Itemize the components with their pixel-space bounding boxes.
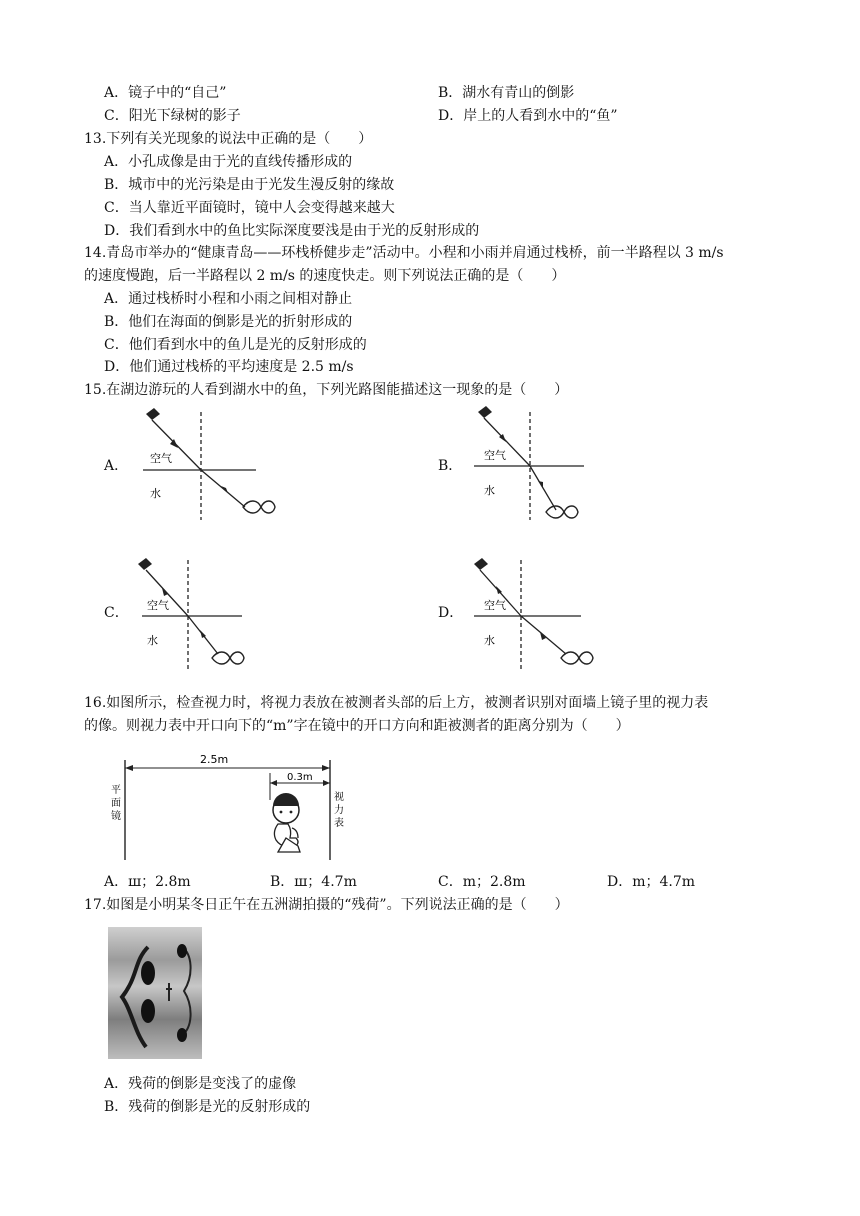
q15-stem: 15.在湖边游玩的人看到湖水中的鱼，下列光路图能描述这一现象的是（ ）	[84, 382, 569, 398]
q17-option-b: B．残荷的倒影是光的反射形成的	[104, 1099, 311, 1115]
q13-option-d: D．我们看到水中的鱼比实际深度要浅是由于光的反射形成的	[104, 223, 480, 239]
q13-stem: 13.下列有关光现象的说法中正确的是（ ）	[84, 131, 373, 147]
mirror-label-char: 镜	[111, 811, 121, 822]
q17-option-a: A．残荷的倒影是变浅了的虚像	[104, 1076, 297, 1092]
mirror-label-char: 面	[111, 798, 121, 809]
chart-label-char: 视	[334, 792, 344, 803]
chart-label-char: 表	[334, 818, 344, 829]
q16-stem-line1: 16.如图所示，检查视力时，将视力表放在被测者头部的后上方，被测者识别对面墙上镜子里的视力表	[84, 695, 709, 711]
chart-label-char: 力	[334, 805, 344, 816]
q13-option-c: C．当人靠近平面镜时，镜中人会变得越来越大	[104, 200, 395, 216]
dimension-total: 2.5m	[200, 753, 229, 766]
air-label: 空气	[150, 452, 172, 465]
q14-option-a: A．通过栈桥时小程和小雨之间相对静止	[104, 291, 353, 307]
lotus-reflection-photo	[108, 927, 202, 1059]
q16-option-a: A．ш；2.8m	[104, 874, 191, 890]
q17-stem: 17.如图是小明某冬日正午在五洲湖拍摄的“残荷”。下列说法正确的是（ ）	[84, 897, 569, 913]
q15-option-c-label: C．	[104, 605, 129, 621]
water-label: 水	[484, 634, 495, 647]
q15-option-a-label: A．	[104, 458, 129, 474]
q12-option-b: B．湖水有青山的倒影	[438, 85, 575, 101]
q14-stem-line1: 14.青岛市举办的“健康青岛——环栈桥健步走”活动中。小程和小雨并肩通过栈桥，前一半路程以 3 m/s	[84, 245, 724, 261]
air-label: 空气	[484, 449, 506, 462]
q14-option-d: D．他们通过栈桥的平均速度是 2.5 m/s	[104, 359, 354, 375]
water-label: 水	[484, 484, 495, 497]
q13-option-b: B．城市中的光污染是由于光发生漫反射的缘故	[104, 177, 395, 193]
q15-option-d-label: D．	[438, 605, 464, 621]
air-label: 空气	[147, 599, 169, 612]
q16-stem-line2: 的像。则视力表中开口向下的“m”字在镜中的开口方向和距被测者的距离分别为（ ）	[84, 718, 630, 734]
dimension-short: 0.3m	[287, 772, 313, 783]
q16-option-b: B．ш；4.7m	[270, 874, 357, 890]
q16-option-c: C．m；2.8m	[438, 874, 526, 890]
air-label: 空气	[484, 599, 506, 612]
q13-option-a: A．小孔成像是由于光的直线传播形成的	[104, 154, 353, 170]
q14-stem-line2: 的速度慢跑，后一半路程以 2 m/s 的速度快走。则下列说法正确的是（ ）	[84, 268, 566, 284]
q14-option-c: C．他们看到水中的鱼儿是光的反射形成的	[104, 337, 367, 353]
q12-option-d: D．岸上的人看到水中的“鱼”	[438, 108, 618, 124]
person-icon	[273, 793, 300, 852]
q15-option-b-label: B．	[438, 458, 463, 474]
q16-option-d: D．m；4.7m	[607, 874, 696, 890]
mirror-label-char: 平	[111, 785, 121, 796]
q12-option-c: C．阳光下绿树的影子	[104, 108, 241, 124]
water-label: 水	[150, 487, 161, 500]
water-label: 水	[147, 634, 158, 647]
q12-option-a: A．镜子中的“自己”	[104, 85, 227, 101]
q14-option-b: B．他们在海面的倒影是光的折射形成的	[104, 314, 353, 330]
